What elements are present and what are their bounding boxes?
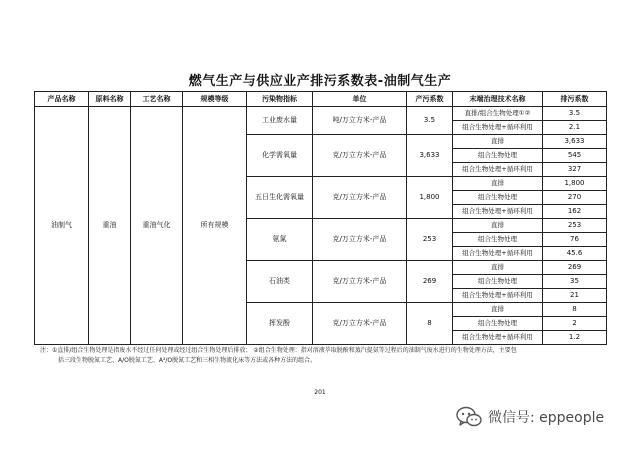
treatment-tech-cell: 组合生物处理+循环利用 (453, 331, 543, 345)
emission-coef-cell: 45.6 (543, 247, 607, 261)
unit-cell: 克/万立方米-产品 (313, 303, 407, 345)
treatment-tech-cell: 直排/组合生物处理①② (453, 107, 543, 121)
emission-coef-cell: 35 (543, 275, 607, 289)
treatment-tech-cell: 组合生物处理 (453, 233, 543, 247)
emission-coef-cell: 2 (543, 317, 607, 331)
emission-coef-cell: 269 (543, 261, 607, 275)
material-cell: 重油 (89, 107, 131, 345)
table-header-row (35, 92, 607, 107)
emission-coef-cell: 1.2 (543, 331, 607, 345)
process-cell: 重油气化 (131, 107, 183, 345)
header-pollutant: 污染物指标 (247, 92, 313, 107)
header-product: 产品名称 (35, 92, 89, 107)
treatment-tech-cell: 直排 (453, 177, 543, 191)
header-production-coef: 产污系数 (407, 92, 453, 107)
emission-coef-cell: 162 (543, 205, 607, 219)
production-coef-cell: 3,633 (407, 135, 453, 177)
emission-coef-cell: 3.5 (543, 107, 607, 121)
header-treatment-tech: 末端治理技术名称 (453, 92, 543, 107)
page-title: 燃气生产与供应业产排污系数表-油制气生产 (188, 74, 452, 89)
header-unit: 单位 (313, 92, 407, 107)
production-coef-cell: 8 (407, 303, 453, 345)
production-coef-cell: 1,800 (407, 177, 453, 219)
treatment-tech-cell: 直排 (453, 135, 543, 149)
emission-coefficient-table (34, 91, 607, 345)
treatment-tech-cell: 直排 (453, 261, 543, 275)
production-coef-cell: 253 (407, 219, 453, 261)
emission-coef-cell: 270 (543, 191, 607, 205)
treatment-tech-cell: 组合生物处理+循环利用 (453, 121, 543, 135)
emission-coef-cell: 8 (543, 303, 607, 317)
treatment-tech-cell: 组合生物处理 (453, 149, 543, 163)
emission-coef-cell: 1,800 (543, 177, 607, 191)
wechat-icon (456, 406, 482, 428)
treatment-tech-cell: 组合生物处理+循环利用 (453, 163, 543, 177)
product-cell: 油制气 (35, 107, 89, 345)
emission-coef-cell: 327 (543, 163, 607, 177)
table-row (35, 107, 607, 121)
pollutant-cell: 氨氮 (247, 219, 313, 261)
emission-coef-cell: 3,633 (543, 135, 607, 149)
header-emission-coef: 排污系数 (543, 92, 607, 107)
pollutant-cell: 五日生化需氧量 (247, 177, 313, 219)
header-material: 原料名称 (89, 92, 131, 107)
treatment-tech-cell: 组合生物处理+循环利用 (453, 205, 543, 219)
pollutant-cell: 挥发酚 (247, 303, 313, 345)
treatment-tech-cell: 组合生物处理+循环利用 (453, 247, 543, 261)
pollutant-cell: 工业废水量 (247, 107, 313, 135)
treatment-tech-cell: 直排 (453, 219, 543, 233)
watermark (456, 406, 604, 428)
footnote-line-2: 括三段生物脱氮工艺、A/O脱氮工艺、A²/O脱氮工艺和三相生物流化床等方法或各种方法的组合。 (58, 357, 317, 364)
treatment-tech-cell: 组合生物处理 (453, 191, 543, 205)
emission-coef-cell: 253 (543, 219, 607, 233)
unit-cell: 克/万立方米-产品 (313, 177, 407, 219)
treatment-tech-cell: 直排 (453, 303, 543, 317)
emission-coef-cell: 545 (543, 149, 607, 163)
treatment-tech-cell: 组合生物处理+循环利用 (453, 289, 543, 303)
emission-coef-cell: 2.1 (543, 121, 607, 135)
pollutant-cell: 化学需氧量 (247, 135, 313, 177)
emission-coef-cell: 76 (543, 233, 607, 247)
pollutant-cell: 石油类 (247, 261, 313, 303)
production-coef-cell: 3.5 (407, 107, 453, 135)
header-process: 工艺名称 (131, 92, 183, 107)
scale-cell: 所有规模 (183, 107, 247, 345)
emission-coef-cell: 21 (543, 289, 607, 303)
header-scale: 规模等级 (183, 92, 247, 107)
unit-cell: 吨/万立方米-产品 (313, 107, 407, 135)
footnote (40, 346, 610, 366)
unit-cell: 克/万立方米-产品 (313, 219, 407, 261)
watermark-text: 微信号: eppeople (488, 410, 605, 426)
treatment-tech-cell: 组合生物处理 (453, 275, 543, 289)
footnote-line-1: 注：①直排/组合生物处理是指废水不经过任何处理或经过组合生物处理后排放； ②组合生物处理：指对溶液萃取脱酚和蒸汽提氨等过程后的油制气废水进行的生物处理方法，主要包 (40, 347, 517, 354)
unit-cell: 克/万立方米-产品 (313, 135, 407, 177)
production-coef-cell: 269 (407, 261, 453, 303)
treatment-tech-cell: 组合生物处理 (453, 317, 543, 331)
page-number: 201 (314, 389, 326, 396)
unit-cell: 克/万立方米-产品 (313, 261, 407, 303)
